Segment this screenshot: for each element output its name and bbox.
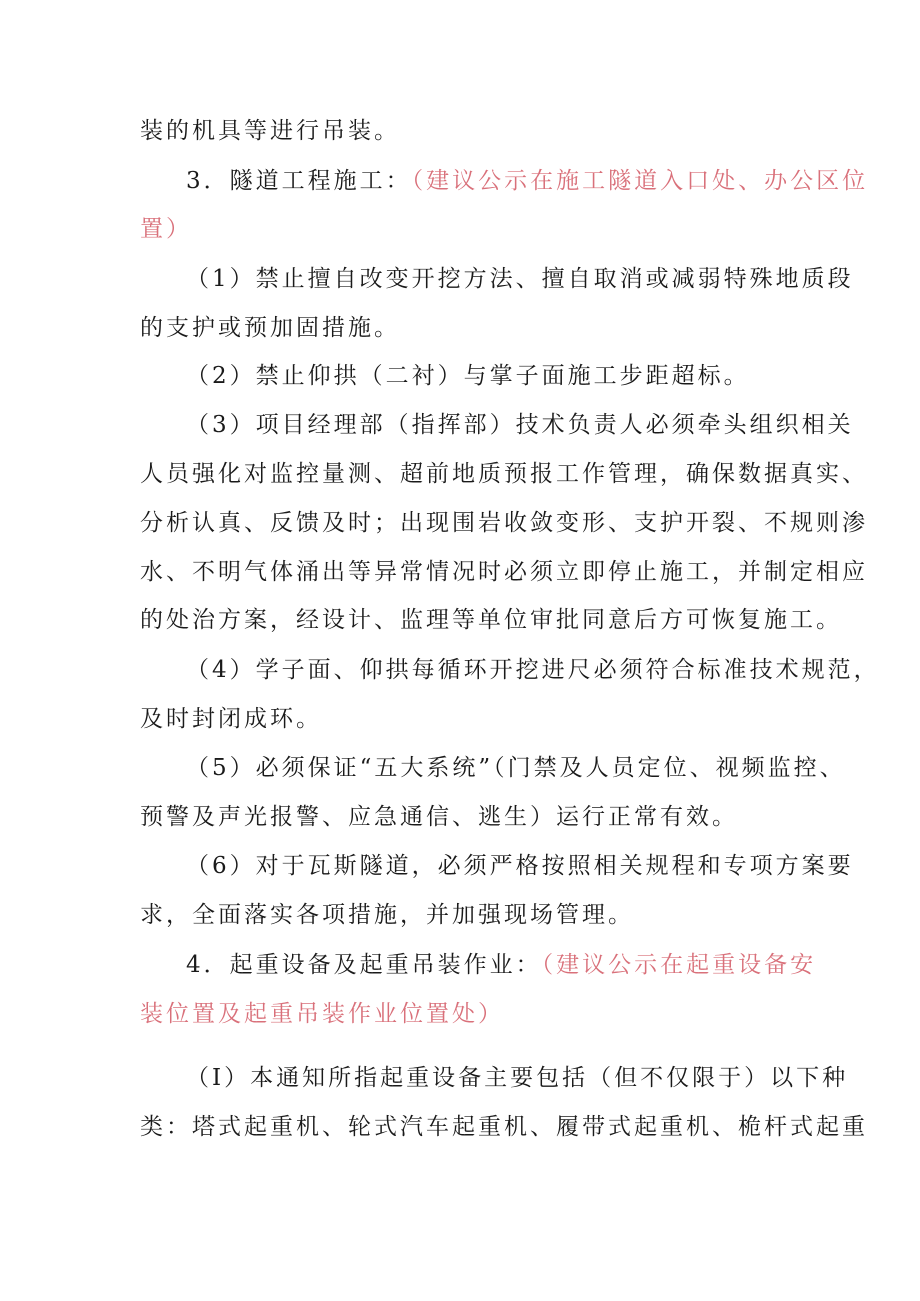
line-text: 人员强化对监控量测、超前地质预报工作管理，确保数据真实、 <box>140 461 868 487</box>
paragraph-line <box>140 605 842 635</box>
paragraph-line <box>140 508 868 538</box>
line-text: （6）对于瓦斯隧道，必须严格按照相关规程和专项方案要 <box>186 853 854 879</box>
line-text: （I）本通知所指起重设备主要包括（但不仅限于）以下种 <box>186 1065 849 1091</box>
list-item <box>186 264 854 294</box>
heading-text: 4．起重设备及起重吊装作业： <box>186 952 542 978</box>
line-text: 的处治方案，经设计、监理等单位审批同意后方可恢复施工。 <box>140 607 842 633</box>
line-text: （3）项目经理部（指挥部）技术负责人必须牵头组织相关 <box>186 412 854 438</box>
list-item <box>186 851 854 881</box>
posting-suggestion-note: 装位置及起重吊装作业位置处） <box>140 1001 504 1027</box>
paragraph-line <box>140 214 800 244</box>
line-text: （2）禁止仰拱（二衬）与掌子面施工步距超标。 <box>186 363 750 389</box>
paragraph-line <box>140 459 868 489</box>
heading-text: 3．隧道工程施工： <box>186 168 412 194</box>
line-text: （4）学子面、仰拱每循环开挖进尺必须符合标准技术规范， <box>186 657 880 683</box>
paragraph-line <box>140 999 800 1029</box>
paragraph-line <box>140 313 800 343</box>
line-text: 及时封闭成环。 <box>140 706 322 732</box>
section-heading-tunnel <box>186 166 869 196</box>
list-item <box>186 410 854 440</box>
line-text: （1）禁止擅自改变开挖方法、擅自取消或减弱特殊地质段 <box>186 266 854 292</box>
paragraph-line <box>140 704 800 734</box>
paragraph-line <box>140 116 800 146</box>
line-text: 求，全面落实各项措施，并加强现场管理。 <box>140 902 634 928</box>
list-item <box>186 753 846 783</box>
posting-suggestion-note: 置） <box>140 216 192 242</box>
line-text: 预警及声光报警、应急通信、逃生）运行正常有效。 <box>140 804 738 830</box>
list-item <box>186 655 880 685</box>
line-text: 的支护或预加固措施。 <box>140 315 400 341</box>
section-heading-lifting <box>186 950 846 980</box>
line-text: （5）必须保证“五大系统”（门禁及人员定位、视频监控、 <box>186 755 846 781</box>
list-item <box>186 1063 849 1093</box>
line-text: 分析认真、反馈及时；出现围岩收敛变形、支护开裂、不规则渗 <box>140 510 868 536</box>
posting-suggestion-note: （建议公示在施工隧道入口处、办公区位 <box>411 168 869 194</box>
line-text: 水、不明气体涌出等异常情况时必须立即停止施工，并制定相应 <box>140 559 868 585</box>
paragraph-line <box>140 900 800 930</box>
line-text: 类：塔式起重机、轮式汽车起重机、履带式起重机、桅杆式起重 <box>140 1114 868 1140</box>
list-item <box>186 361 846 391</box>
paragraph-line <box>140 802 800 832</box>
posting-suggestion-note: （建议公示在起重设备安 <box>541 952 817 978</box>
paragraph-line <box>140 1112 868 1142</box>
line-text: 装的机具等进行吊装。 <box>140 118 400 144</box>
paragraph-line <box>140 557 868 587</box>
